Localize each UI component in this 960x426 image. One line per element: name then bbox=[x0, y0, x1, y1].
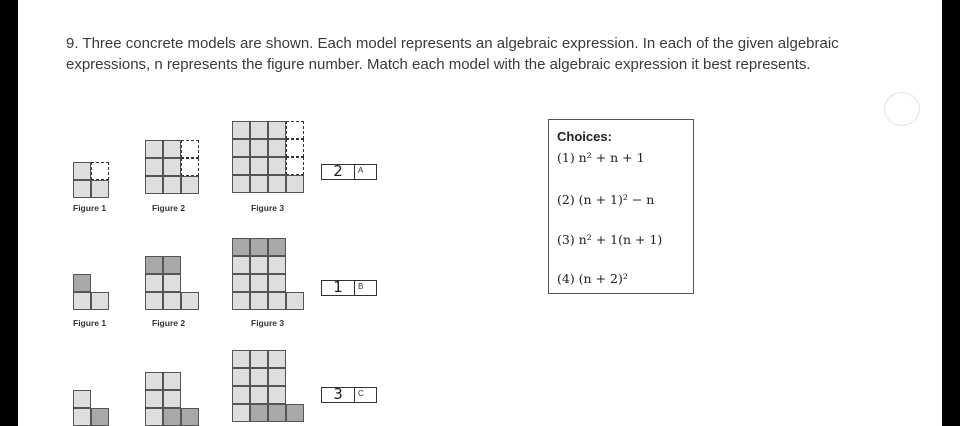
answer-value: 3 bbox=[333, 385, 343, 403]
tile bbox=[145, 274, 163, 292]
choice-option-2: (2) (n + 1)² − n bbox=[557, 192, 655, 207]
answer-box-c bbox=[321, 387, 377, 403]
dashed-tile bbox=[286, 139, 304, 157]
tile bbox=[232, 139, 250, 157]
tile bbox=[91, 180, 109, 198]
tile bbox=[73, 292, 91, 310]
tile bbox=[163, 158, 181, 176]
tile bbox=[145, 292, 163, 310]
tile bbox=[232, 256, 250, 274]
tile bbox=[250, 139, 268, 157]
tile bbox=[268, 175, 286, 193]
tile bbox=[268, 238, 286, 256]
choices-title: Choices: bbox=[557, 129, 612, 144]
choices-box bbox=[548, 119, 694, 294]
tile bbox=[268, 368, 286, 386]
tile bbox=[232, 175, 250, 193]
dashed-tile bbox=[181, 140, 199, 158]
tile bbox=[250, 121, 268, 139]
tile bbox=[250, 175, 268, 193]
answer-letter: C bbox=[358, 389, 364, 398]
tile bbox=[232, 368, 250, 386]
figure-label: Figure 3 bbox=[251, 318, 285, 328]
dashed-tile bbox=[181, 158, 199, 176]
question-text: 9. Three concrete models are shown. Each model represents an algebraic expression. In each of the given algebraic expressions, n represents the figure number. Match each model with the algebraic expression it best represents. bbox=[66, 35, 839, 73]
dashed-tile bbox=[286, 157, 304, 175]
tile bbox=[268, 121, 286, 139]
choice-option-4: (4) (n + 2)² bbox=[557, 271, 628, 286]
tile bbox=[232, 404, 250, 422]
tile bbox=[232, 121, 250, 139]
tile bbox=[145, 408, 163, 426]
empty-circle-mark bbox=[884, 92, 920, 126]
tile bbox=[250, 404, 268, 422]
tile bbox=[268, 274, 286, 292]
tile bbox=[268, 139, 286, 157]
tile bbox=[73, 390, 91, 408]
tile bbox=[268, 256, 286, 274]
worksheet-page bbox=[18, 0, 942, 426]
tile bbox=[250, 368, 268, 386]
tile bbox=[163, 408, 181, 426]
tile bbox=[163, 372, 181, 390]
tile bbox=[163, 176, 181, 194]
dashed-tile bbox=[286, 121, 304, 139]
choice-option-1: (1) n² + n + 1 bbox=[557, 150, 645, 165]
tile bbox=[91, 408, 109, 426]
tile bbox=[286, 404, 304, 422]
tile bbox=[232, 386, 250, 404]
tile bbox=[181, 292, 199, 310]
tile bbox=[250, 292, 268, 310]
tile bbox=[232, 274, 250, 292]
answer-box-b bbox=[321, 280, 377, 296]
tile bbox=[181, 408, 199, 426]
tile bbox=[145, 372, 163, 390]
tile bbox=[163, 256, 181, 274]
tile bbox=[73, 274, 91, 292]
tile bbox=[250, 386, 268, 404]
tile bbox=[163, 292, 181, 310]
answer-letter: A bbox=[358, 166, 364, 175]
tile bbox=[232, 350, 250, 368]
tile bbox=[250, 274, 268, 292]
tile bbox=[145, 158, 163, 176]
tile bbox=[73, 408, 91, 426]
figure-label: Figure 1 bbox=[73, 203, 107, 213]
tile bbox=[181, 176, 199, 194]
answer-value: 2 bbox=[333, 162, 343, 180]
tile bbox=[286, 175, 304, 193]
tile bbox=[268, 350, 286, 368]
tile bbox=[163, 140, 181, 158]
answer-box-a bbox=[321, 164, 377, 180]
tile bbox=[250, 238, 268, 256]
tile bbox=[232, 292, 250, 310]
tile bbox=[286, 292, 304, 310]
dashed-tile bbox=[91, 162, 109, 180]
tile bbox=[268, 157, 286, 175]
tile bbox=[145, 256, 163, 274]
tile bbox=[145, 140, 163, 158]
tile bbox=[91, 292, 109, 310]
tile bbox=[232, 157, 250, 175]
tile bbox=[250, 157, 268, 175]
tile bbox=[232, 238, 250, 256]
tile bbox=[73, 180, 91, 198]
tile bbox=[73, 162, 91, 180]
tile bbox=[268, 404, 286, 422]
answer-letter: B bbox=[358, 282, 364, 291]
tile bbox=[163, 390, 181, 408]
tile bbox=[268, 386, 286, 404]
tile bbox=[250, 256, 268, 274]
tile bbox=[145, 176, 163, 194]
figure-label: Figure 3 bbox=[251, 203, 285, 213]
answer-value: 1 bbox=[333, 278, 343, 296]
tile bbox=[250, 350, 268, 368]
figure-label: Figure 2 bbox=[152, 318, 186, 328]
tile bbox=[145, 390, 163, 408]
tile bbox=[268, 292, 286, 310]
choice-option-3: (3) n² + 1(n + 1) bbox=[557, 232, 663, 247]
figure-label: Figure 2 bbox=[152, 203, 186, 213]
tile bbox=[163, 274, 181, 292]
figure-label: Figure 1 bbox=[73, 318, 107, 328]
